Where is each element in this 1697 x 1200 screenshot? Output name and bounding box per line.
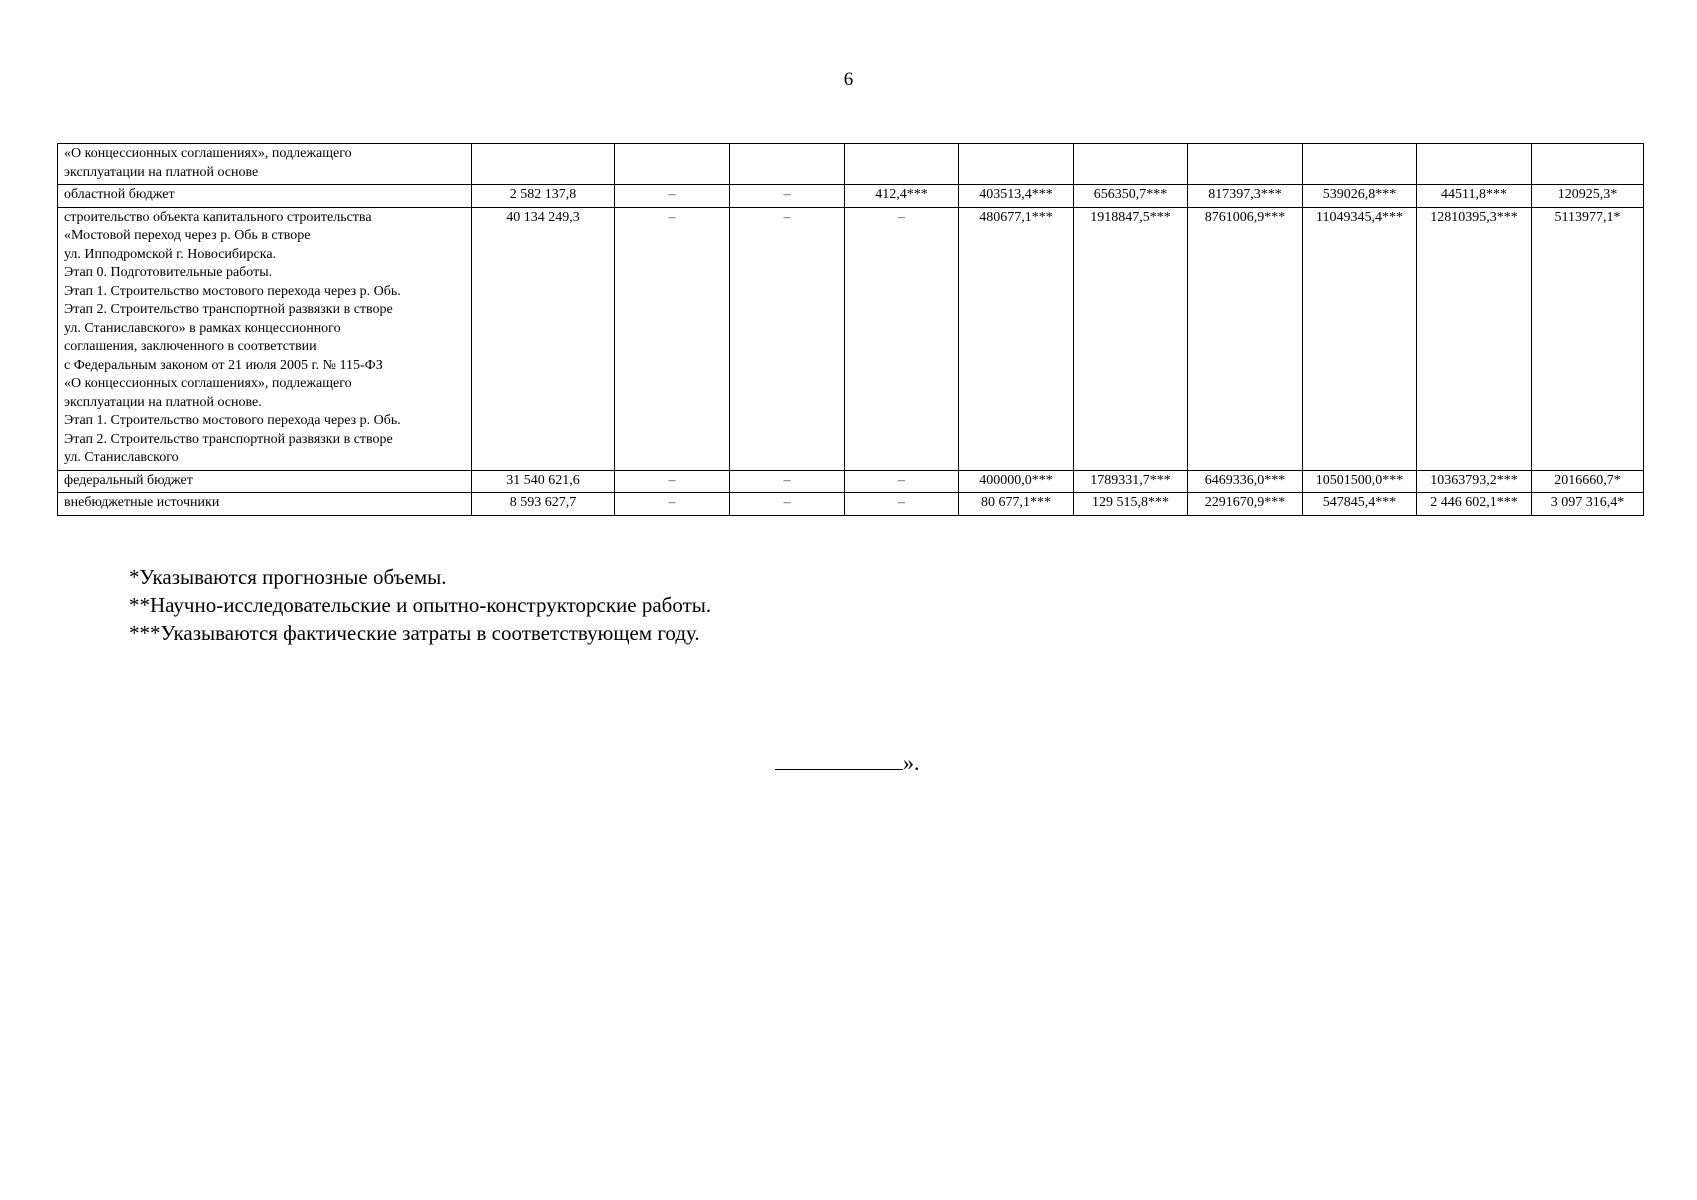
value-cell: 539026,8***	[1303, 185, 1417, 208]
value-cell: 40 134 249,3	[472, 207, 615, 470]
row-label: «О концессионных соглашениях», подлежащего эксплуатации на платной основе	[58, 144, 472, 185]
value-cell: 412,4***	[845, 185, 959, 208]
value-cell: –	[615, 493, 730, 516]
value-cell: 3 097 316,4*	[1532, 493, 1644, 516]
value-cell: 1918847,5***	[1074, 207, 1188, 470]
row-label: федеральный бюджет	[58, 470, 472, 493]
footnote-actual-costs: ***Указываются фактические затраты в соответствующем году.	[129, 621, 700, 645]
value-cell: –	[845, 207, 959, 470]
value-cell: –	[730, 185, 845, 208]
value-cell: 403513,4***	[959, 185, 1074, 208]
page-number: 6	[843, 69, 854, 90]
value-cell: 547845,4***	[1303, 493, 1417, 516]
value-cell: 8 593 627,7	[472, 493, 615, 516]
row-label: внебюджетные источники	[58, 493, 472, 516]
value-cell: –	[615, 185, 730, 208]
table-row	[58, 470, 1644, 493]
value-cell: 1789331,7***	[1074, 470, 1188, 493]
value-cell: 2 446 602,1***	[1417, 493, 1532, 516]
value-cell: 2016660,7*	[1532, 470, 1644, 493]
value-cell: 656350,7***	[1074, 185, 1188, 208]
table-row	[58, 493, 1644, 516]
value-cell: 8761006,9***	[1188, 207, 1303, 470]
value-cell	[1417, 144, 1532, 185]
table-row	[58, 185, 1644, 208]
value-cell: 2 582 137,8	[472, 185, 615, 208]
value-cell: 120925,3*	[1532, 185, 1644, 208]
value-cell	[959, 144, 1074, 185]
value-cell: 10363793,2***	[1417, 470, 1532, 493]
value-cell: –	[845, 470, 959, 493]
value-cell	[1188, 144, 1303, 185]
value-cell: 2291670,9***	[1188, 493, 1303, 516]
closing-quote: ».	[903, 750, 920, 775]
value-cell: 817397,3***	[1188, 185, 1303, 208]
signature-line	[775, 747, 903, 770]
document-ending	[775, 747, 920, 777]
value-cell: 129 515,8***	[1074, 493, 1188, 516]
value-cell	[1532, 144, 1644, 185]
value-cell: –	[730, 493, 845, 516]
table-row	[58, 207, 1644, 470]
value-cell: –	[730, 470, 845, 493]
row-label: строительство объекта капитального строительства «Мостовой переход через р. Обь в створе ул. Ипподромской г. Новосибирска. Этап 0. Подготовительные работы. Этап 1. Строительство мостового перехода через р. Обь. Этап 2. Строительство транспортной развязки в створе ул. Станиславского» в рамках концессионного соглашения, заключенного в соответствии с Федеральным законом от 21 июля 2005 г. № 115-ФЗ «О концессионных соглашениях», подлежащего эксплуатации на платной основе. Этап 1. Строительство мостового перехода через р. Обь. Этап 2. Строительство транспортной развязки в створе ул. Станиславского	[58, 207, 472, 470]
value-cell	[845, 144, 959, 185]
row-label: областной бюджет	[58, 185, 472, 208]
value-cell: 480677,1***	[959, 207, 1074, 470]
value-cell: 12810395,3***	[1417, 207, 1532, 470]
value-cell: 11049345,4***	[1303, 207, 1417, 470]
value-cell: –	[615, 470, 730, 493]
table-row	[58, 144, 1644, 185]
budget-table	[57, 143, 1644, 516]
value-cell: 31 540 621,6	[472, 470, 615, 493]
value-cell: –	[730, 207, 845, 470]
value-cell: 44511,8***	[1417, 185, 1532, 208]
value-cell	[730, 144, 845, 185]
value-cell: 10501500,0***	[1303, 470, 1417, 493]
value-cell: 80 677,1***	[959, 493, 1074, 516]
footnotes	[129, 563, 711, 647]
value-cell: 400000,0***	[959, 470, 1074, 493]
value-cell	[1303, 144, 1417, 185]
value-cell	[1074, 144, 1188, 185]
value-cell: –	[615, 207, 730, 470]
value-cell	[615, 144, 730, 185]
footnote-rnd: **Научно-исследовательские и опытно-конструкторские работы.	[129, 593, 712, 617]
value-cell	[472, 144, 615, 185]
value-cell: –	[845, 493, 959, 516]
footnote-forecast: *Указываются прогнозные объемы.	[129, 565, 447, 589]
value-cell: 6469336,0***	[1188, 470, 1303, 493]
value-cell: 5113977,1*	[1532, 207, 1644, 470]
